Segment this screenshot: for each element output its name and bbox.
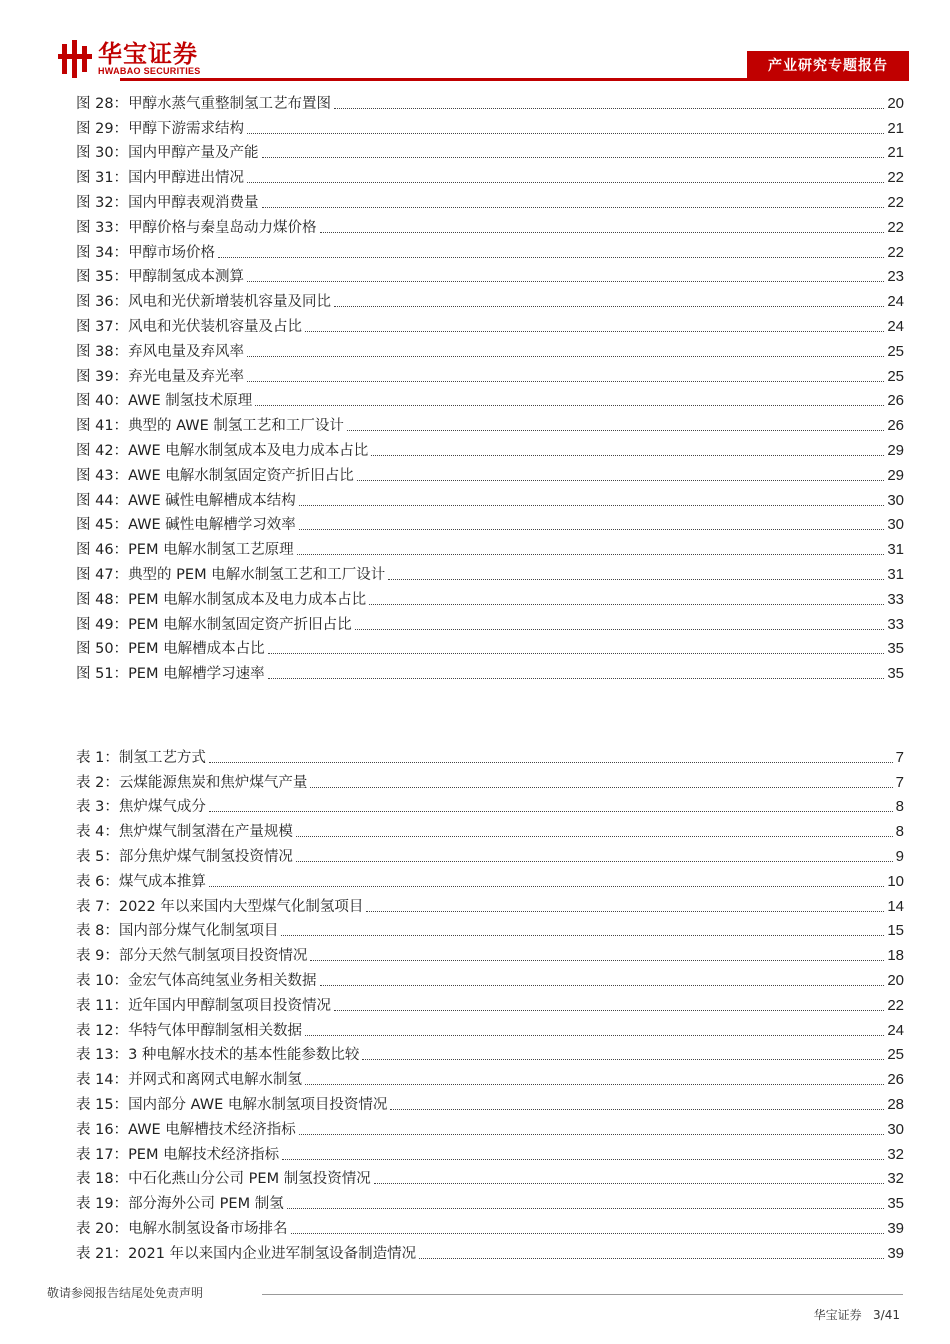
figure-entry-title: AWE 电解水制氢成本及电力成本占比: [128, 442, 369, 459]
figure-entry-label: 图 49：: [76, 616, 129, 633]
figure-entry-label: 图 45：: [76, 517, 129, 534]
dot-leader: [320, 232, 885, 233]
table-entry-page-number: 24: [887, 1021, 904, 1039]
figure-entry-title: 甲醇制氢成本测算: [128, 269, 245, 286]
table-entry-page-number: 30: [887, 1120, 904, 1138]
figure-entry[interactable]: [76, 386, 904, 411]
table-entry-label: 表 17：: [76, 1146, 129, 1163]
table-entry[interactable]: [76, 816, 904, 841]
figure-entry-label: 图 29：: [76, 120, 129, 137]
figure-entry-title: AWE 电解水制氢固定资产折旧占比: [128, 467, 354, 484]
figure-entry-label: 图 35：: [76, 269, 129, 286]
table-entry-title: 近年国内甲醇制氢项目投资情况: [128, 997, 332, 1014]
figure-entry[interactable]: [76, 410, 904, 435]
figure-entry-label: 图 28：: [76, 95, 129, 112]
figure-entry[interactable]: [76, 609, 904, 634]
table-entry[interactable]: [76, 1015, 904, 1040]
figure-entry-title: 国内甲醇进出情况: [128, 170, 245, 187]
figure-entry-page-number: 25: [887, 367, 904, 385]
table-entry-label: 表 11：: [76, 997, 129, 1014]
dot-leader: [388, 579, 884, 580]
figure-entry-label: 图 30：: [76, 145, 129, 162]
table-entry[interactable]: [76, 767, 904, 792]
figure-entry-label: 图 39：: [76, 368, 129, 385]
figure-entry-title: 风电和光伏装机容量及占比: [128, 318, 303, 335]
dot-leader: [299, 529, 885, 530]
table-entry[interactable]: [76, 1188, 904, 1213]
figure-entry-title: 甲醇市场价格: [128, 244, 216, 261]
table-entry-label: 表 9：: [76, 948, 119, 965]
figure-entry-title: 甲醇下游需求结构: [128, 120, 245, 137]
table-entry-label: 表 1：: [76, 749, 119, 766]
table-entry[interactable]: [76, 1040, 904, 1065]
dot-leader: [247, 133, 884, 134]
figure-entry-label: 图 43：: [76, 467, 129, 484]
company-logo: [58, 40, 201, 78]
table-entry-title: 焦炉煤气制氢潜在产量规模: [118, 824, 293, 841]
dot-leader: [366, 911, 884, 912]
table-entry-title: 华特气体甲醇制氢相关数据: [128, 1022, 303, 1039]
logo-english-name: HWABAO SECURITIES: [98, 65, 201, 76]
dot-leader: [362, 1059, 884, 1060]
figure-entry[interactable]: [76, 237, 904, 262]
table-entry-label: 表 21：: [76, 1245, 129, 1262]
figure-entry[interactable]: [76, 510, 904, 535]
dot-leader: [268, 678, 885, 679]
table-entry-title: 部分天然气制氢项目投资情况: [118, 948, 308, 965]
figure-entry-page-number: 26: [887, 417, 904, 435]
table-entry-label: 表 20：: [76, 1220, 129, 1237]
figure-entry-page-number: 22: [887, 169, 904, 187]
table-entry-page-number: 15: [887, 922, 904, 940]
table-entry-page-number: 39: [887, 1244, 904, 1262]
figure-entry-title: 甲醇水蒸气重整制氢工艺布置图: [128, 95, 332, 112]
table-entry[interactable]: [76, 866, 904, 891]
dot-leader: [296, 861, 893, 862]
dot-leader: [299, 505, 885, 506]
dot-leader: [247, 281, 884, 282]
table-entry-label: 表 6：: [76, 873, 119, 890]
figure-entry-page-number: 31: [887, 541, 904, 559]
dot-leader: [334, 108, 884, 109]
figure-entry[interactable]: [76, 88, 904, 113]
table-entry-page-number: 18: [887, 947, 904, 965]
footer-page-info: [814, 1306, 900, 1323]
figure-entry[interactable]: [76, 113, 904, 138]
table-entry-title: 电解水制氢设备市场排名: [128, 1220, 288, 1237]
figure-entry-label: 图 31：: [76, 170, 129, 187]
figure-entry-page-number: 24: [887, 317, 904, 335]
table-entry-label: 表 12：: [76, 1022, 129, 1039]
table-entry-label: 表 2：: [76, 774, 119, 791]
dot-leader: [369, 604, 884, 605]
table-entry-label: 表 13：: [76, 1047, 129, 1064]
figure-entry-page-number: 33: [887, 615, 904, 633]
table-entry[interactable]: [76, 1139, 904, 1164]
figure-entry[interactable]: [76, 559, 904, 584]
dot-leader: [247, 381, 884, 382]
table-entry-page-number: 26: [887, 1071, 904, 1089]
table-entry-label: 表 4：: [76, 824, 119, 841]
figure-entry-page-number: 31: [887, 565, 904, 583]
figure-entry-page-number: 30: [887, 491, 904, 509]
table-entry-title: 3 种电解水技术的基本性能参数比较: [128, 1047, 360, 1064]
figure-entry[interactable]: [76, 534, 904, 559]
table-entry-title: 部分海外公司 PEM 制氢: [128, 1196, 284, 1213]
footer-company: 华宝证券: [813, 1308, 862, 1322]
table-entry-page-number: 8: [895, 798, 904, 816]
dot-leader: [310, 960, 884, 961]
dot-leader: [310, 787, 892, 788]
table-entry[interactable]: [76, 742, 904, 767]
table-entry[interactable]: [76, 1114, 904, 1139]
footer-disclaimer: 敬请参阅报告结尾处免责声明: [47, 1286, 204, 1300]
dot-leader: [419, 1258, 884, 1259]
table-entry-label: 表 15：: [76, 1096, 129, 1113]
dot-leader: [255, 405, 884, 406]
dot-leader: [287, 1208, 885, 1209]
figure-entry-label: 图 38：: [76, 343, 129, 360]
logo-chinese-name: 华宝证券: [98, 39, 198, 68]
table-entry-page-number: 10: [887, 872, 904, 890]
table-entry-page-number: 7: [895, 748, 904, 766]
figure-entry[interactable]: [76, 634, 904, 659]
table-entry-title: AWE 电解槽技术经济指标: [128, 1121, 296, 1138]
table-entry-page-number: 35: [887, 1195, 904, 1213]
dot-leader: [374, 1183, 885, 1184]
figure-entry-page-number: 23: [887, 268, 904, 286]
figure-entry-page-number: 35: [887, 665, 904, 683]
figure-entry-title: 典型的 AWE 制氢工艺和工厂设计: [128, 418, 344, 435]
footer-page-number: 3/41: [873, 1308, 900, 1322]
logo-mark-icon: [58, 40, 92, 78]
table-entry-page-number: 20: [887, 971, 904, 989]
dot-leader: [282, 1159, 884, 1160]
table-entry-title: 国内部分煤气化制氢项目: [118, 923, 279, 940]
dot-leader: [281, 935, 884, 936]
table-entry[interactable]: [76, 916, 904, 941]
figure-entry[interactable]: [76, 162, 904, 187]
table-entry-page-number: 25: [887, 1046, 904, 1064]
table-entry-page-number: 39: [887, 1219, 904, 1237]
table-entry-page-number: 7: [895, 773, 904, 791]
figure-entry-page-number: 30: [887, 516, 904, 534]
figure-entry[interactable]: [76, 187, 904, 212]
figure-entry-title: AWE 碱性电解槽学习效率: [128, 517, 296, 534]
table-entry-page-number: 32: [887, 1170, 904, 1188]
dot-leader: [305, 331, 884, 332]
figure-entry-title: AWE 碱性电解槽成本结构: [128, 492, 296, 509]
table-entry-page-number: 28: [887, 1095, 904, 1113]
dot-leader: [305, 1084, 884, 1085]
figure-entry[interactable]: [76, 658, 904, 683]
figure-entry-label: 图 36：: [76, 294, 129, 311]
figure-entry-page-number: 24: [887, 293, 904, 311]
figure-entry-label: 图 44：: [76, 492, 129, 509]
table-entry[interactable]: [76, 792, 904, 817]
figure-entry-title: AWE 制氢技术原理: [128, 393, 253, 410]
table-entry-label: 表 10：: [76, 972, 129, 989]
figure-entry[interactable]: [76, 460, 904, 485]
figure-entry-page-number: 22: [887, 243, 904, 261]
figure-entry-page-number: 21: [887, 144, 904, 162]
footer-rule: [262, 1294, 903, 1295]
table-entry-label: 表 3：: [76, 799, 119, 816]
figure-entry-page-number: 22: [887, 218, 904, 236]
figure-entry-page-number: 33: [887, 590, 904, 608]
figure-entry-page-number: 29: [887, 466, 904, 484]
figure-entry-title: 国内甲醇产量及产能: [128, 145, 259, 162]
dot-leader: [296, 836, 893, 837]
table-entry-label: 表 16：: [76, 1121, 129, 1138]
dot-leader: [347, 430, 884, 431]
dot-leader: [209, 886, 884, 887]
figure-entry-label: 图 32：: [76, 194, 129, 211]
figure-entry[interactable]: [76, 435, 904, 460]
report-type-badge: 产业研究专题报告: [747, 51, 909, 81]
dot-leader: [334, 1010, 884, 1011]
table-entry[interactable]: [76, 1164, 904, 1189]
dot-leader: [357, 480, 885, 481]
dot-leader: [262, 157, 885, 158]
figure-entry-label: 图 37：: [76, 318, 129, 335]
dot-leader: [390, 1109, 884, 1110]
figure-entry[interactable]: [76, 584, 904, 609]
figure-entry-page-number: 21: [887, 119, 904, 137]
figure-entry[interactable]: [76, 138, 904, 163]
figure-entry-page-number: 20: [887, 94, 904, 112]
dot-leader: [209, 811, 893, 812]
figure-entry-title: PEM 电解槽成本占比: [128, 641, 265, 658]
table-entry-title: 云煤能源焦炭和焦炉煤气产量: [118, 774, 308, 791]
table-entry[interactable]: [76, 1064, 904, 1089]
figure-entry-label: 图 40：: [76, 393, 129, 410]
table-entry-title: PEM 电解技术经济指标: [128, 1146, 280, 1163]
dot-leader: [209, 762, 893, 763]
page-header: [0, 0, 950, 90]
dot-leader: [334, 306, 884, 307]
figure-entry[interactable]: [76, 311, 904, 336]
table-entry[interactable]: [76, 940, 904, 965]
table-entry-title: 金宏气体高纯氢业务相关数据: [128, 972, 317, 989]
figure-entry[interactable]: [76, 286, 904, 311]
figure-entry-page-number: 29: [887, 441, 904, 459]
dot-leader: [355, 629, 885, 630]
figure-entry[interactable]: [76, 212, 904, 237]
table-entry-title: 2022 年以来国内大型煤气化制氢项目: [118, 898, 364, 915]
table-entry-page-number: 32: [887, 1145, 904, 1163]
figure-entry-label: 图 33：: [76, 219, 129, 236]
table-entry-title: 并网式和离网式电解水制氢: [128, 1072, 303, 1089]
table-entry-title: 部分焦炉煤气制氢投资情况: [118, 848, 293, 865]
table-entry-page-number: 8: [895, 823, 904, 841]
figure-entry-label: 图 34：: [76, 244, 129, 261]
table-entry-label: 表 5：: [76, 848, 119, 865]
table-entry[interactable]: [76, 891, 904, 916]
table-entry-label: 表 7：: [76, 898, 119, 915]
figure-entry-page-number: 26: [887, 392, 904, 410]
table-entry-page-number: 22: [887, 996, 904, 1014]
dot-leader: [262, 207, 885, 208]
table-entry[interactable]: [76, 841, 904, 866]
table-entry[interactable]: [76, 1213, 904, 1238]
table-entry-label: 表 14：: [76, 1072, 129, 1089]
figure-entry-label: 图 51：: [76, 666, 129, 683]
figure-entry[interactable]: [76, 361, 904, 386]
figure-entry-title: 典型的 PEM 电解水制氢工艺和工厂设计: [128, 566, 386, 583]
dot-leader: [218, 257, 884, 258]
figure-entry-label: 图 50：: [76, 641, 129, 658]
figure-index: [76, 88, 904, 683]
figure-entry-title: 甲醇价格与秦皇岛动力煤价格: [128, 219, 317, 236]
table-index: [76, 742, 904, 1263]
dot-leader: [247, 182, 884, 183]
figure-entry[interactable]: [76, 336, 904, 361]
figure-entry-page-number: 35: [887, 640, 904, 658]
figure-entry-title: 风电和光伏新增装机容量及同比: [128, 294, 332, 311]
table-entry-title: 国内部分 AWE 电解水制氢项目投资情况: [128, 1096, 388, 1113]
table-entry-label: 表 19：: [76, 1196, 129, 1213]
dot-leader: [320, 985, 885, 986]
figure-entry-title: 弃风电量及弃风率: [128, 343, 245, 360]
table-entry-page-number: 9: [895, 847, 904, 865]
dot-leader: [371, 455, 884, 456]
table-entry-title: 2021 年以来国内企业进军制氢设备制造情况: [128, 1245, 417, 1262]
table-entry-title: 中石化燕山分公司 PEM 制氢投资情况: [128, 1171, 371, 1188]
figure-entry-label: 图 42：: [76, 442, 129, 459]
table-entry[interactable]: [76, 965, 904, 990]
figure-entry-title: PEM 电解水制氢固定资产折旧占比: [128, 616, 352, 633]
dot-leader: [247, 356, 884, 357]
dot-leader: [305, 1035, 884, 1036]
figure-entry-title: PEM 电解水制氢成本及电力成本占比: [128, 591, 367, 608]
figure-entry-label: 图 47：: [76, 566, 129, 583]
table-entry-page-number: 14: [887, 897, 904, 915]
figure-entry[interactable]: [76, 485, 904, 510]
dot-leader: [291, 1233, 885, 1234]
figure-entry-label: 图 41：: [76, 418, 129, 435]
figure-entry-title: PEM 电解槽学习速率: [128, 666, 265, 683]
table-entry[interactable]: [76, 990, 904, 1015]
dot-leader: [299, 1134, 885, 1135]
dot-leader: [268, 653, 885, 654]
figure-entry-page-number: 22: [887, 193, 904, 211]
dot-leader: [297, 554, 885, 555]
figure-entry-title: 国内甲醇表观消费量: [128, 194, 259, 211]
table-entry-title: 煤气成本推算: [118, 873, 206, 890]
figure-entry-label: 图 46：: [76, 542, 129, 559]
table-entry-title: 焦炉煤气成分: [118, 799, 206, 816]
table-entry-label: 表 8：: [76, 923, 119, 940]
table-entry[interactable]: [76, 1089, 904, 1114]
figure-entry-label: 图 48：: [76, 591, 129, 608]
table-entry-label: 表 18：: [76, 1171, 129, 1188]
figure-entry[interactable]: [76, 262, 904, 287]
table-entry[interactable]: [76, 1238, 904, 1263]
figure-entry-title: PEM 电解水制氢工艺原理: [128, 542, 294, 559]
table-entry-title: 制氢工艺方式: [118, 749, 206, 766]
figure-entry-title: 弃光电量及弃光率: [128, 368, 245, 385]
figure-entry-page-number: 25: [887, 342, 904, 360]
